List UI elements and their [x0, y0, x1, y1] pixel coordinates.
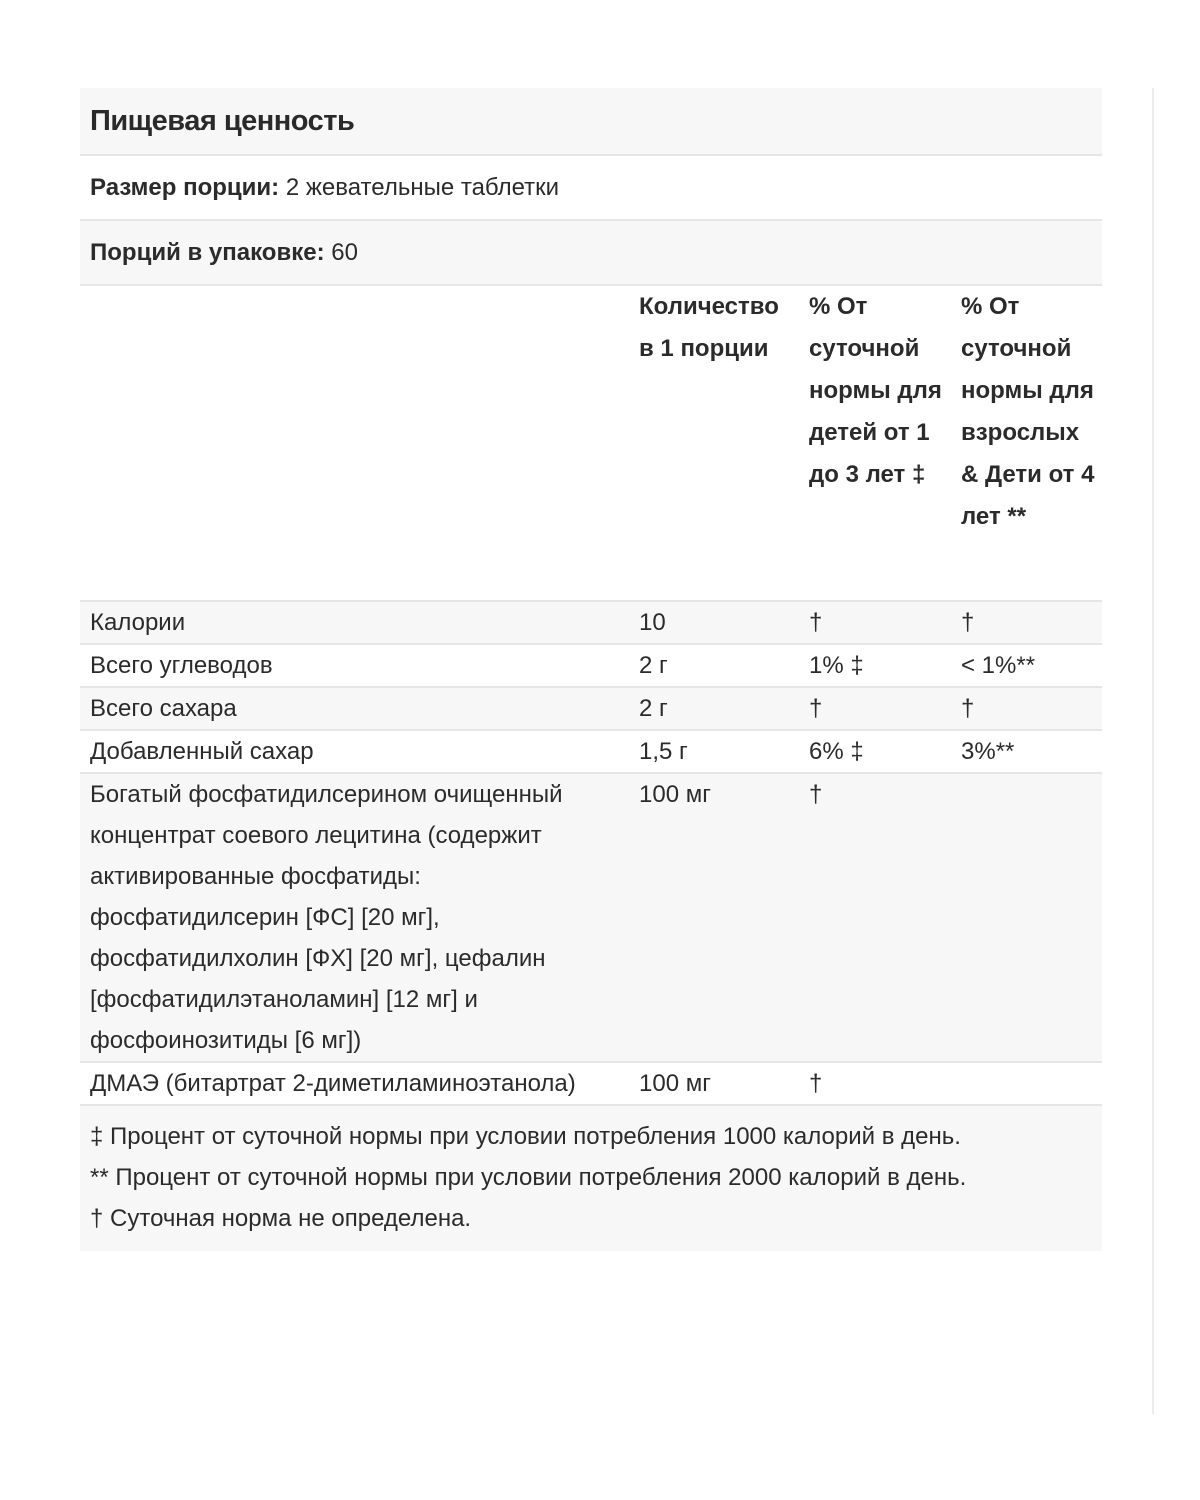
serving-size-label: Размер порции: [90, 173, 280, 201]
nutrient-name: Богатый фосфатидилсерином очищенный концентрат соевого лецитина (содержит активированные фосфатиды: фосфатидилсерин [ФС] [20 мг], фосфатидилхолин [ФХ] [20 мг], цефалин [фосфатидилэтаноламин] [12 мг] и фосфоинозитиды [6 мг]) [90, 781, 563, 1054]
panel-title: Пищевая ценность [90, 104, 355, 137]
servings-per-container-label: Порций в упаковке: [90, 238, 325, 266]
nutrient-amount: 100 мг [639, 781, 711, 808]
header-amount [629, 286, 799, 601]
nutrient-dv-adults: † [961, 609, 975, 636]
nutrient-name: ДМАЭ (битартрат 2-диметиламиноэтанола) [90, 1070, 576, 1097]
table-row [80, 687, 1102, 730]
header-dv-adults-text: % От суточной нормы для взрослых & Дети от 4 лет ** [961, 293, 1095, 530]
table-row [80, 1062, 1102, 1105]
nutrient-dv-children: † [809, 1070, 823, 1097]
nutrition-facts-panel [80, 88, 1102, 1251]
nutrient-amount: 100 мг [639, 1070, 711, 1097]
nutrient-dv-children: 6% ‡ [809, 738, 864, 765]
nutrient-amount: 1,5 г [639, 738, 688, 765]
table-row [80, 773, 1102, 1062]
table-row [80, 601, 1102, 644]
nutrient-dv-children: † [809, 781, 823, 808]
serving-size-value: 2 жевательные таблетки [279, 173, 560, 201]
nutrient-amount: 10 [639, 609, 666, 636]
nutrient-name: Всего углеводов [90, 652, 273, 679]
header-empty-cell [80, 286, 629, 601]
footnotes [80, 1106, 1102, 1251]
right-divider [1152, 88, 1154, 1414]
nutrient-dv-adults: 3%** [961, 738, 1015, 765]
nutrient-amount: 2 г [639, 652, 668, 679]
table-row [80, 730, 1102, 773]
nutrient-dv-children: † [809, 695, 823, 722]
nutrient-amount: 2 г [639, 695, 668, 722]
footnote-not-established: † Суточная норма не определена. [90, 1205, 472, 1232]
nutrient-name: Всего сахара [90, 695, 237, 722]
nutrient-dv-adults: < 1%** [961, 652, 1036, 679]
header-dv-children-text: % От суточной нормы для детей от 1 до 3 лет ‡ [809, 293, 942, 488]
footnote-adults-dv: ** Процент от суточной нормы при условии потребления 2000 калорий в день. [90, 1164, 967, 1191]
servings-per-container-row [80, 221, 1102, 286]
nutrient-name: Добавленный сахар [90, 738, 314, 765]
servings-per-container-value: 60 [324, 238, 358, 266]
nutrient-dv-children: † [809, 609, 823, 636]
serving-size-row [80, 156, 1102, 221]
table-row [80, 644, 1102, 687]
footnote-children-dv: ‡ Процент от суточной нормы при условии потребления 1000 калорий в день. [90, 1123, 961, 1150]
nutrient-dv-adults: † [961, 695, 975, 722]
header-dv-children [799, 286, 951, 601]
header-dv-adults [951, 286, 1102, 601]
nutrition-table [80, 286, 1102, 1106]
title-row [80, 88, 1102, 156]
nutrient-name: Калории [90, 609, 186, 636]
nutrient-dv-children: 1% ‡ [809, 652, 864, 679]
table-header-row [80, 286, 1102, 601]
header-amount-text: Количество в 1 порции [639, 293, 779, 362]
